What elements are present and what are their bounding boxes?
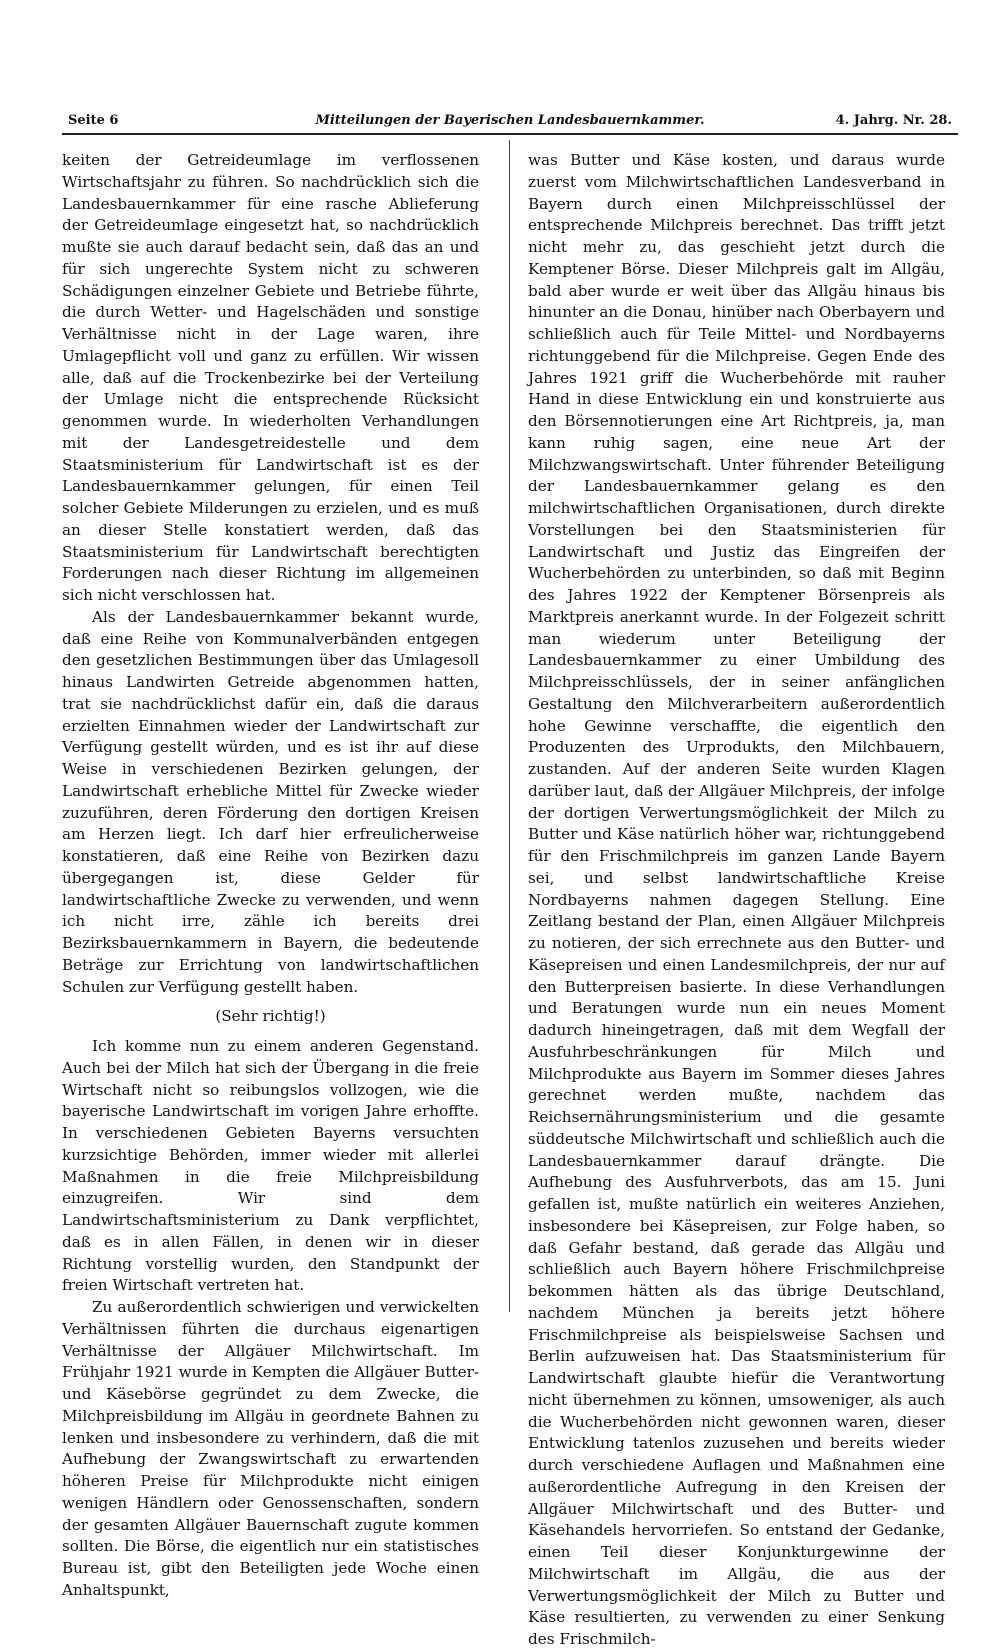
paragraph: Als der Landesbauernkammer bekannt wurde, daß eine Reihe von Kommunalverbänden entgegen den gesetzlichen Bestimmungen über das Umlagesoll hinaus Landwirten Getreide abgenommen hatten, trat sie nachdrücklichst dafür ein, daß die daraus erzielten Einnahmen wieder der Landwirtschaft zur Verfügung gestellt würden, und es ist ihr auf diese Weise in verschiedenen Bezirken gelungen, der Landwirtschaft erhebliche Mittel für Zwecke wieder zuzuführen, deren Förderung den dortigen Kreisen am Herzen liegt. Ich darf hier erfreulicherweise konstatieren, daß eine Reihe von Bezirken dazu übergegangen ist, diese Gelder für landwirtschaftliche Zwecke zu verwenden, und wenn ich nicht irre, zähle ich bereits drei Bezirksbauernkammern in Bayern, die bedeutende Beträge zur Errichtung von landwirtschaftlichen Schulen zur Verfügung gestellt haben. — [62, 607, 479, 996]
page-number: Seite 6 — [68, 113, 119, 128]
page-header — [68, 110, 952, 132]
paragraph: Ich komme nun zu einem anderen Gegenstand. Auch bei der Milch hat sich der Übergang in die freie Wirtschaft nicht so reibungslos vollzogen, wie die bayerische Landwirtschaft im vorigen Jahre erhoffte. In verschiedenen Gebieten Bayerns versuchten kurzsichtige Behörden, immer wieder mit allerlei Maßnahmen in die freie Milchpreisbildung einzugreifen. Wir sind dem Landwirtschaftsministerium zu Dank verpflichtet, daß es in allen Fällen, in denen wir in dieser Richtung vorstellig wurden, den Standpunkt der freien Wirtschaft vertreten hat. — [62, 1037, 479, 1295]
interjection: (Sehr richtig!) — [215, 1007, 326, 1026]
paragraph: keiten der Getreideumlage im verflossenen Wirtschaftsjahr zu führen. So nachdrücklich sich die Landesbauernkammer für eine rasche Ablieferung der Getreideumlage eingesetzt hat, so nachdrücklich mußte sie auch darauf bedacht sein, daß das an und für sich ungerechte System nicht zu schweren Schädigungen einzelner Gebiete und Betriebe führte, die durch Wetter- und Hagelschäden und sonstige Verhältnisse nicht in der Lage waren, ihre Umlagepflicht voll und ganz zu erfüllen. Wir wissen alle, daß auf die Trockenbezirke bei der Verteilung der Umlage nicht die entsprechende Rücksicht genommen wurde. In wiederholten Verhandlungen mit der Landesgetreidestelle und dem Staatsministerium für Landwirtschaft ist es der Landesbauernkammer gelungen, für einen Teil solcher Gebiete Milderungen zu erzielen, und es muß an dieser Stelle konstatiert werden, daß das Staatsministerium für Landwirtschaft berechtigten Forderungen nach dieser Richtung im allgemeinen sich nicht verschlossen hat. — [62, 151, 479, 604]
publication-title: Mitteilungen der Bayerischen Landesbauernkammer. — [315, 113, 705, 128]
left-column — [62, 150, 479, 1602]
issue-info: 4. Jahrg. Nr. 28. — [835, 113, 952, 128]
paragraph: Zu außerordentlich schwierigen und verwickelten Verhältnissen führten die durchaus eigenartigen Verhältnisse der Allgäuer Milchwirtschaft. Im Frühjahr 1921 wurde in Kempten die Allgäuer Butter- und Käsebörse gegründet zu dem Zwecke, die Milchpreisbildung im Allgäu in geordnete Bahnen zu lenken und insbesondere zu verhindern, daß die mit Aufhebung der Zwangswirtschaft zu erwartenden höheren Preise für Milchprodukte nicht einigen wenigen Händlern oder Genossenschaften, sondern der gesamten Allgäuer Bauernschaft zugute kommen sollten. Die Börse, die eigentlich nur ein statistisches Bureau ist, gibt den Beteiligten jede Woche einen Anhaltspunkt, — [62, 1298, 479, 1599]
right-column — [528, 150, 945, 1651]
paragraph: was Butter und Käse kosten, und daraus wurde zuerst vom Milchwirtschaftlichen Landesverband in Bayern durch einen Milchpreisschlüssel der entsprechende Milchpreis berechnet. Das trifft jetzt nicht mehr zu, das geschieht jetzt durch die Kemptener Börse. Dieser Milchpreis galt im Allgäu, bald aber wurde er weit über das Allgäu hinaus bis hinunter an die Donau, hinüber nach Oberbayern und schließlich auch für Teile Mittel- und Nordbayerns richtunggebend für die Milchpreise. Gegen Ende des Jahres 1921 griff die Wucherbehörde mit rauher Hand in diese Entwicklung ein und konstruierte aus den Börsennotierungen eine Art Richtpreis, ja, man kann ruhig sagen, eine neue Art der Milchzwangswirtschaft. Unter führender Beteiligung der Landesbauernkammer gelang es den milchwirtschaftlichen Organisationen, durch direkte Vorstellungen bei den Staatsministerien für Landwirtschaft und Justiz das Eingreifen der Wucherbehörden zu unterbinden, so daß mit Beginn des Jahres 1922 der Kemptener Börsenpreis als Marktpreis anerkannt wurde. In der Folgezeit schritt man wiederum unter Beteiligung der Landesbauernkammer zu einer Umbildung des Milchpreisschlüssels, der in seiner anfänglichen Gestaltung den Milchverarbeitern außerordentlich hohe Gewinne verschaffte, die eigentlich den Produzenten des Urprodukts, den Milchbauern, zustanden. Auf der anderen Seite wurden Klagen darüber laut, daß der Allgäuer Milchpreis, der infolge der dortigen Verwertungsmöglichkeit der Milch zu Butter und Käse natürlich höher war, richtunggebend für den Frischmilchpreis im ganzen Lande Bayern sei, und selbst landwirtschaftliche Kreise Nordbayerns nahmen dagegen Stellung. Eine Zeitlang bestand der Plan, einen Allgäuer Milchpreis zu notieren, der sich errechnete aus den Butter- und Käsepreisen und einen Landesmilchpreis, der nur auf den Butterpreisen basierte. In diese Verhandlungen und Beratungen wurde nun ein neues Moment dadurch hineingetragen, daß mit dem Wegfall der Ausfuhrbeschränkungen für Milch und Milchprodukte aus Bayern im Sommer dieses Jahres gerechnet werden mußte, nachdem das Reichsernährungsministerium und die gesamte süddeutsche Milchwirtschaft und schließlich auch die Landesbauernkammer darauf drängte. Die Aufhebung des Ausfuhrverbots, das am 15. Juni gefallen ist, mußte natürlich ein weiteres Anziehen, insbesondere bei Käsepreisen, zur Folge haben, so daß Gefahr bestand, daß gerade das Allgäu und schließlich auch Bayern höhere Frischmilchpreise bekommen hätten als das übrige Deutschland, nachdem München ja bereits jetzt höhere Frischmilchpreise als beispielsweise Sachsen und Berlin aufzuweisen hat. Das Staatsministerium für Landwirtschaft glaubte hiefür die Verantwortung nicht übernehmen zu können, umsoweniger, als auch die Wucherbehörden nicht gewonnen waren, dieser Entwicklung tatenlos zuzusehen und bereits wieder durch verschiedene Auflagen und Maßnahmen eine außerordentliche Aufregung in den Kreisen der Allgäuer Milchwirtschaft und des Butter- und Käsehandels hervorriefen. So entstand der Gedanke, einen Teil dieser Konjunkturgewinne der Milchwirtschaft im Allgäu, die aus der Verwertungsmöglichkeit der Milch zu Butter und Käse resultierten, zu verwenden zu einer Senkung des Frischmilch- — [528, 151, 945, 1648]
header-rule — [62, 133, 958, 135]
column-divider — [509, 140, 510, 1312]
